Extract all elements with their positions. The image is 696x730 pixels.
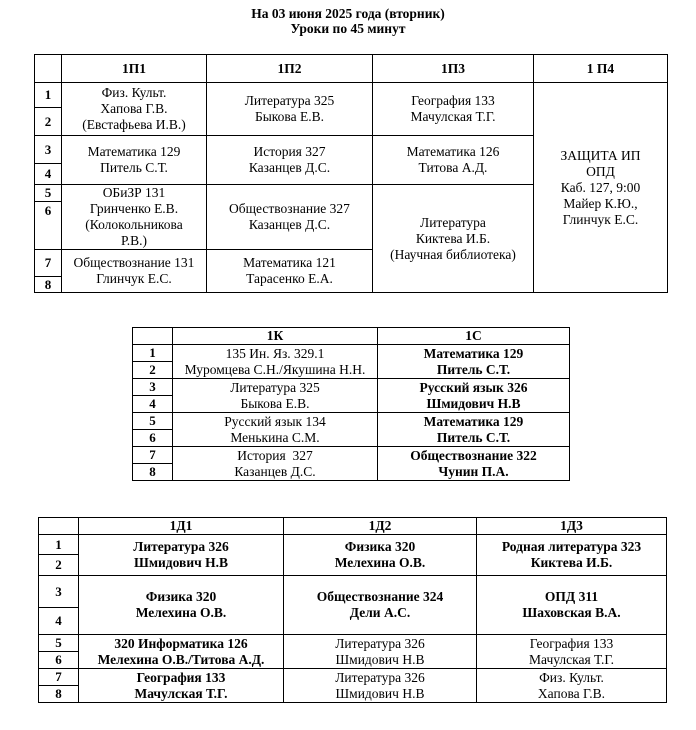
lesson-number: 7 bbox=[133, 447, 173, 464]
lesson-cell bbox=[477, 576, 667, 635]
lesson-number: 2 bbox=[35, 108, 62, 136]
column-header-1d2: 1Д2 bbox=[284, 518, 477, 535]
lesson-cell bbox=[477, 669, 667, 703]
lesson-number: 5 bbox=[133, 413, 173, 430]
lesson-number: 7 bbox=[39, 669, 79, 686]
teacher: Быкова Е.В. bbox=[254, 109, 324, 124]
subject: Математика 129 bbox=[87, 144, 181, 159]
subject: Физика 320 bbox=[145, 589, 217, 604]
subject: Обществознание 131 bbox=[73, 255, 195, 270]
lesson-cell bbox=[378, 413, 570, 447]
subject: Физ. Культ. bbox=[539, 669, 604, 685]
lesson-cell bbox=[62, 83, 207, 136]
teacher: Киктева И.Б. bbox=[415, 230, 491, 246]
lesson-cell bbox=[284, 576, 477, 635]
lesson-number: 3 bbox=[133, 379, 173, 396]
lesson-number: 6 bbox=[133, 430, 173, 447]
subject: История 327 bbox=[253, 144, 326, 159]
lesson-cell bbox=[284, 635, 477, 669]
lesson-cell bbox=[207, 136, 373, 185]
subject: География 133 bbox=[136, 669, 226, 685]
subject: ОБиЗР 131 bbox=[102, 185, 166, 200]
lesson-number: 5 bbox=[35, 185, 62, 202]
teacher: Дели А.С. bbox=[349, 605, 411, 620]
column-header-1d3: 1Д3 bbox=[477, 518, 667, 535]
lesson-number: 1 bbox=[133, 345, 173, 362]
lesson-number: 4 bbox=[39, 608, 79, 635]
schedule-date-title: На 03 июня 2025 года (вторник) bbox=[251, 6, 445, 21]
lesson-cell bbox=[373, 136, 534, 185]
defense-subject: ОПД bbox=[586, 163, 615, 179]
lesson-cell bbox=[378, 447, 570, 481]
subject: Математика 121 bbox=[243, 255, 336, 270]
teacher: Мачулская Т.Г. bbox=[134, 685, 228, 701]
subject: Литература 326 bbox=[335, 635, 425, 651]
lesson-cell bbox=[173, 345, 378, 379]
lesson-number: 4 bbox=[133, 396, 173, 413]
teacher: Муромцева С.Н./Якушина Н.Н. bbox=[184, 361, 366, 377]
subject: Литература 325 bbox=[244, 93, 335, 108]
teacher: Мелехина О.В. bbox=[135, 605, 227, 620]
column-header-1s: 1С bbox=[378, 328, 570, 345]
lesson-cell bbox=[207, 83, 373, 136]
lesson-cell bbox=[79, 635, 284, 669]
subject: Математика 126 bbox=[406, 144, 500, 159]
teacher: Казанцев Д.С. bbox=[248, 160, 331, 175]
column-header-1d1: 1Д1 bbox=[79, 518, 284, 535]
subject: Физика 320 bbox=[344, 539, 416, 554]
lesson-cell bbox=[284, 669, 477, 703]
corner-cell bbox=[133, 328, 173, 345]
column-header-1p4: 1 П4 bbox=[534, 55, 668, 83]
teacher: Хапова Г.В. bbox=[100, 101, 168, 116]
lesson-number: 1 bbox=[39, 535, 79, 555]
teacher: Шмидович Н.В bbox=[426, 395, 521, 411]
teacher: Менькина С.М. bbox=[230, 429, 320, 445]
lesson-cell bbox=[378, 379, 570, 413]
subject: География 133 bbox=[529, 635, 614, 651]
defense-title: ЗАЩИТА ИП bbox=[560, 147, 641, 163]
subject: 320 Информатика 126 bbox=[114, 635, 248, 651]
lesson-number: 6 bbox=[35, 202, 62, 250]
teacher: Киктева И.Б. bbox=[530, 555, 613, 570]
teacher: Питель С.Т. bbox=[100, 160, 168, 175]
teacher: Питель С.Т. bbox=[436, 429, 511, 445]
lesson-cell bbox=[79, 535, 284, 576]
teacher: Питель С.Т. bbox=[436, 361, 511, 377]
corner-cell bbox=[35, 55, 62, 83]
schedule-table-1p bbox=[34, 54, 668, 293]
teacher: Мачулская Т.Г. bbox=[410, 109, 496, 124]
lesson-cell bbox=[62, 250, 207, 293]
subject: Русский язык 326 bbox=[419, 379, 528, 395]
subject: Обществознание 322 bbox=[410, 447, 537, 463]
column-header-1p2: 1П2 bbox=[207, 55, 373, 83]
subject: Родная литература 323 bbox=[501, 539, 642, 554]
lesson-number: 7 bbox=[35, 250, 62, 277]
subject: ОПД 311 bbox=[544, 589, 599, 604]
lesson-cell bbox=[173, 447, 378, 481]
subject: Математика 129 bbox=[423, 345, 524, 361]
lesson-number: 5 bbox=[39, 635, 79, 652]
schedule-table-1k-1s bbox=[132, 327, 570, 481]
teacher: Чунин П.А. bbox=[438, 463, 509, 479]
subject: Литература 326 bbox=[335, 669, 425, 685]
subject: Физ. Культ. bbox=[101, 85, 167, 100]
lesson-cell bbox=[477, 535, 667, 576]
teacher-substitute: (Колокольникова bbox=[85, 217, 183, 232]
lesson-cell bbox=[173, 379, 378, 413]
lesson-number: 2 bbox=[39, 555, 79, 576]
subject: Русский язык 134 bbox=[224, 413, 326, 429]
subject: 135 Ин. Яз. 329.1 bbox=[225, 345, 325, 361]
subject: Литература bbox=[420, 214, 486, 230]
lesson-cell bbox=[79, 669, 284, 703]
teacher: Хапова Г.В. bbox=[537, 685, 606, 701]
lesson-number: 3 bbox=[39, 576, 79, 608]
lesson-cell bbox=[62, 136, 207, 185]
defense-room-time: Каб. 127, 9:00 bbox=[560, 179, 641, 195]
teacher: Тарасенко Е.А. bbox=[246, 271, 333, 286]
location: (Научная библиотека) bbox=[390, 246, 516, 262]
subject: Литература 326 bbox=[133, 539, 229, 554]
teacher: Глинчук Е.С. bbox=[96, 271, 172, 286]
corner-cell bbox=[39, 518, 79, 535]
subject: Математика 129 bbox=[423, 413, 524, 429]
schedule-table-1d bbox=[38, 517, 667, 703]
subject: Обществознание 327 bbox=[229, 201, 350, 216]
column-header-1k: 1К bbox=[173, 328, 378, 345]
lesson-cell bbox=[79, 576, 284, 635]
lesson-cell bbox=[477, 635, 667, 669]
lesson-number: 6 bbox=[39, 652, 79, 669]
teacher: Гринченко Е.В. bbox=[89, 201, 179, 216]
column-header-1p3: 1П3 bbox=[373, 55, 534, 83]
lesson-cell bbox=[378, 345, 570, 379]
lesson-number: 3 bbox=[35, 136, 62, 164]
lesson-cell bbox=[207, 250, 373, 293]
lesson-cell bbox=[62, 185, 207, 250]
subject: Обществознание 324 bbox=[316, 589, 444, 604]
teacher: Шмидович Н.В bbox=[335, 685, 425, 701]
teacher: Быкова Е.В. bbox=[240, 395, 310, 411]
teacher: Казанцев Д.С. bbox=[248, 217, 331, 232]
lesson-number: 8 bbox=[39, 686, 79, 703]
lesson-cell bbox=[173, 413, 378, 447]
teacher: Мачулская Т.Г. bbox=[529, 651, 614, 667]
defense-teacher: Майер К.Ю., bbox=[563, 195, 638, 211]
teacher: Шмидович Н.В bbox=[335, 651, 425, 667]
lesson-number: 8 bbox=[35, 277, 62, 293]
lesson-cell bbox=[373, 185, 534, 293]
defense-event-cell bbox=[534, 83, 668, 293]
lesson-number: 2 bbox=[133, 362, 173, 379]
lesson-cell bbox=[373, 83, 534, 136]
lesson-cell bbox=[284, 535, 477, 576]
teacher-substitute: Р.В.) bbox=[120, 233, 148, 248]
lesson-number: 8 bbox=[133, 464, 173, 481]
defense-teacher: Глинчук Е.С. bbox=[562, 211, 639, 227]
teacher: Мелехина О.В./Титова А.Д. bbox=[97, 651, 265, 667]
teacher: Титова А.Д. bbox=[418, 160, 488, 175]
column-header-1p1: 1П1 bbox=[62, 55, 207, 83]
subject: География 133 bbox=[411, 93, 495, 108]
teacher: Казанцев Д.С. bbox=[234, 463, 316, 479]
subject: История 327 bbox=[237, 447, 313, 463]
teacher: Мелехина О.В. bbox=[334, 555, 426, 570]
lesson-number: 4 bbox=[35, 164, 62, 185]
lesson-duration-title: Уроки по 45 минут bbox=[290, 21, 406, 36]
subject: Литература 325 bbox=[230, 379, 320, 395]
teacher: Шаховская В.А. bbox=[522, 605, 621, 620]
lesson-cell bbox=[207, 185, 373, 250]
teacher: Шмидович Н.В bbox=[134, 555, 228, 570]
teacher-substitute: (Евстафьева И.В.) bbox=[82, 117, 186, 132]
lesson-number: 1 bbox=[35, 83, 62, 108]
